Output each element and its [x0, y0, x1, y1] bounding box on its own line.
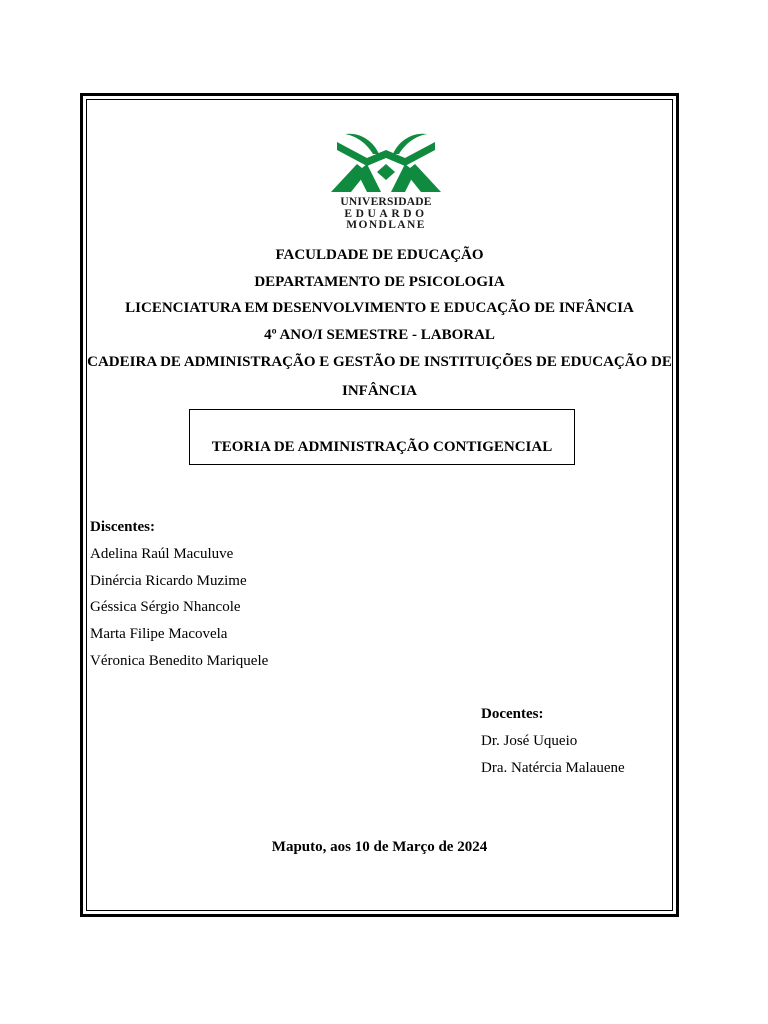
student-name: Véronica Benedito Mariquele: [90, 653, 269, 669]
logo-text-line3: MONDLANE: [346, 220, 426, 229]
logo-text-line2: EDUARDO: [344, 208, 428, 220]
course-heading-line1: CADEIRA DE ADMINISTRAÇÃO E GESTÃO DE INSTITUIÇÕES DE EDUCAÇÃO DE: [87, 354, 672, 370]
university-logo: [327, 128, 445, 228]
course-heading-line2: INFÂNCIA: [342, 383, 417, 399]
teacher-name: Dr. José Uqueio: [481, 733, 578, 749]
faculty-heading: FACULDADE DE EDUCAÇÃO: [275, 247, 484, 263]
students-label: Discentes:: [90, 519, 155, 535]
student-name: Adelina Raúl Maculuve: [90, 546, 234, 562]
year-heading: 4º ANO/I SEMESTRE - LABORAL: [264, 327, 495, 343]
department-heading: DEPARTAMENTO DE PSICOLOGIA: [254, 274, 505, 290]
student-name: Géssica Sérgio Nhancole: [90, 599, 241, 615]
teacher-name: Dra. Natércia Malauene: [481, 760, 625, 776]
logo-text-line1: UNIVERSIDADE: [340, 196, 432, 208]
title-box: [189, 409, 575, 465]
place-date: Maputo, aos 10 de Março de 2024: [271, 839, 488, 855]
degree-heading: LICENCIATURA EM DESENVOLVIMENTO E EDUCAÇÃO DE INFÂNCIA: [125, 300, 634, 316]
student-name: Marta Filipe Macovela: [90, 626, 228, 642]
university-emblem-icon: [327, 128, 445, 196]
document-title: TEORIA DE ADMINISTRAÇÃO CONTIGENCIAL: [211, 439, 553, 455]
teachers-label: Docentes:: [481, 706, 544, 722]
student-name: Dinércia Ricardo Muzime: [90, 573, 247, 589]
